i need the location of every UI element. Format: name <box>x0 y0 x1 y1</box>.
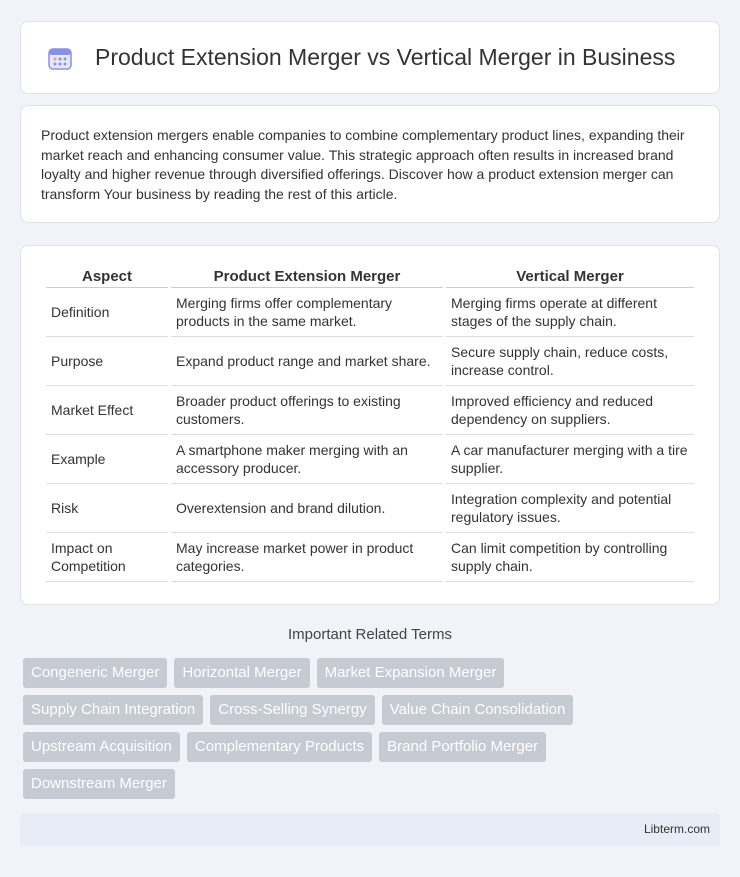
intro-card <box>20 105 720 223</box>
table-cell: May increase market power in product categories. <box>171 533 443 582</box>
table-cell: Definition <box>46 288 168 337</box>
related-term-tag[interactable]: Horizontal Merger <box>174 658 309 688</box>
calendar-icon <box>47 45 73 71</box>
intro-text: Product extension mergers enable companies to combine complementary product lines, expanding their market reach and enhancing consumer value. This strategic approach often results in increased brand loyalty and higher revenue through diversified offerings. Discover how a product extension merger can transform Your business by reading the rest of this article. <box>41 127 685 202</box>
table-row <box>46 288 694 337</box>
related-term-tag[interactable]: Downstream Merger <box>23 769 175 799</box>
footer <box>20 813 720 846</box>
column-header-aspect: Aspect <box>46 266 168 288</box>
related-term-tag[interactable]: Complementary Products <box>187 732 372 762</box>
related-term-tag[interactable]: Cross-Selling Synergy <box>210 695 374 725</box>
table-cell: Improved efficiency and reduced dependency on suppliers. <box>446 386 694 435</box>
related-terms-list <box>23 658 603 799</box>
related-term-tag[interactable]: Brand Portfolio Merger <box>379 732 546 762</box>
footer-site-link[interactable]: Libterm.com <box>643 822 710 836</box>
related-terms-title: Important Related Terms <box>288 626 452 643</box>
table-cell: Merging firms operate at different stages of the supply chain. <box>446 288 694 337</box>
table-row <box>46 337 694 386</box>
table-header-row <box>46 266 694 288</box>
table-cell: Merging firms offer complementary products in the same market. <box>171 288 443 337</box>
table-cell: Market Effect <box>46 386 168 435</box>
related-term-tag[interactable]: Market Expansion Merger <box>317 658 505 688</box>
table-cell: Purpose <box>46 337 168 386</box>
column-header-product-extension: Product Extension Merger <box>171 266 443 288</box>
related-term-tag[interactable]: Value Chain Consolidation <box>382 695 574 725</box>
related-term-tag[interactable]: Supply Chain Integration <box>23 695 203 725</box>
table-cell: Broader product offerings to existing customers. <box>171 386 443 435</box>
table-cell: Integration complexity and potential regulatory issues. <box>446 484 694 533</box>
table-row <box>46 484 694 533</box>
related-term-tag[interactable]: Congeneric Merger <box>23 658 167 688</box>
related-term-tag[interactable]: Upstream Acquisition <box>23 732 180 762</box>
table-cell: Expand product range and market share. <box>171 337 443 386</box>
table-cell: Risk <box>46 484 168 533</box>
table-cell: A smartphone maker merging with an accessory producer. <box>171 435 443 484</box>
comparison-table-card <box>20 245 720 605</box>
table-row <box>46 386 694 435</box>
table-row <box>46 533 694 582</box>
table-cell: Impact on Competition <box>46 533 168 582</box>
table-row <box>46 435 694 484</box>
header-card <box>20 21 720 94</box>
table-cell: Can limit competition by controlling supply chain. <box>446 533 694 582</box>
table-cell: Overextension and brand dilution. <box>171 484 443 533</box>
page-title: Product Extension Merger vs Vertical Merger in Business <box>95 44 676 70</box>
table-cell: Secure supply chain, reduce costs, increase control. <box>446 337 694 386</box>
comparison-table <box>43 266 697 582</box>
table-cell: Example <box>46 435 168 484</box>
column-header-vertical: Vertical Merger <box>446 266 694 288</box>
table-cell: A car manufacturer merging with a tire supplier. <box>446 435 694 484</box>
